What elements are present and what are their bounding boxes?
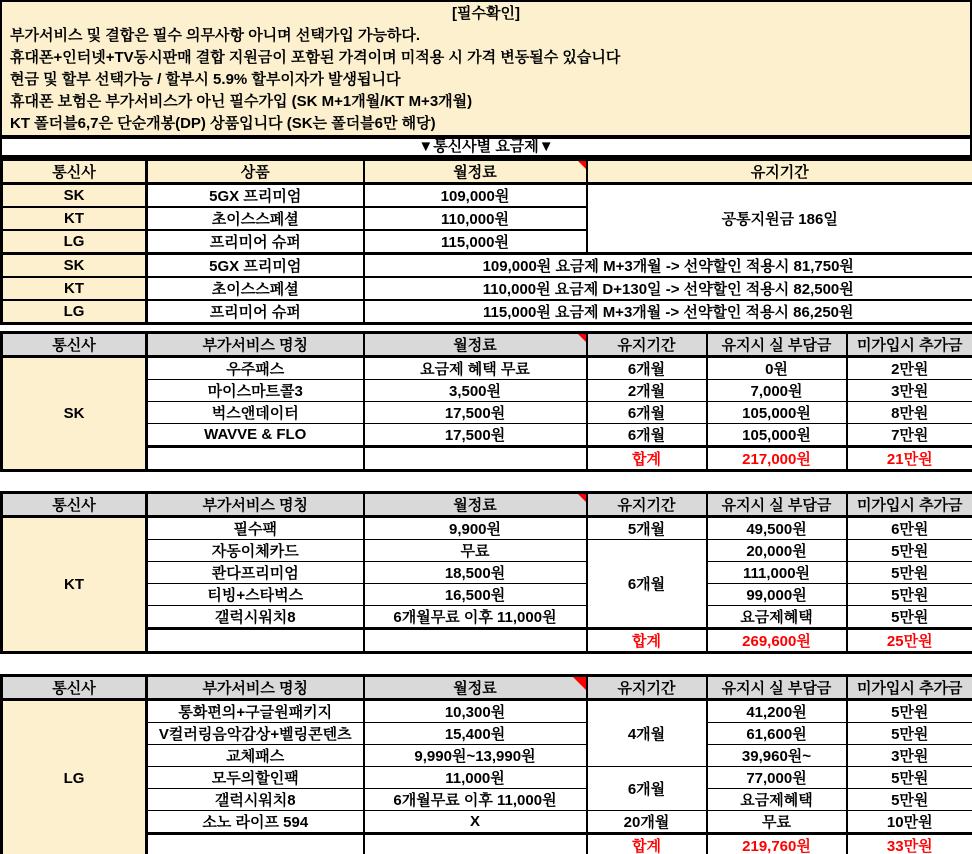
carrier-cell: LG <box>2 300 147 324</box>
header-product: 상품 <box>147 160 364 184</box>
fee-cell: 115,000원 <box>364 230 587 254</box>
extra-cell: 5만원 <box>847 606 972 629</box>
table-row <box>2 300 972 324</box>
carrier-cell: KT <box>2 277 147 300</box>
addon-name-cell: 마이스마트콜3 <box>147 380 364 402</box>
burden-cell: 41,200원 <box>707 700 847 723</box>
fee-cell: 15,400원 <box>364 723 587 745</box>
header-addon-name: 부가서비스 명칭 <box>147 333 364 357</box>
carrier-cell: LG <box>2 700 147 854</box>
fee-cell: 17,500원 <box>364 424 587 447</box>
header-fee-label: 월정료 <box>453 497 497 514</box>
header-carrier: 통신사 <box>2 493 147 517</box>
header-fee <box>364 333 587 357</box>
fee-cell: 18,500원 <box>364 562 587 584</box>
addon-name-cell: 갤럭시워치8 <box>147 789 364 811</box>
header-extra: 미가입시 추가금 <box>847 333 972 357</box>
burden-cell: 105,000원 <box>707 402 847 424</box>
header-period: 유지기간 <box>587 160 972 184</box>
addon-name-cell: 우주패스 <box>147 357 364 380</box>
header-row <box>2 493 972 517</box>
burden-cell: 7,000원 <box>707 380 847 402</box>
header-fee-label: 월정료 <box>453 337 497 354</box>
product-cell: 프리미어 슈퍼 <box>147 300 364 324</box>
carrier-cell: SK <box>2 184 147 208</box>
table-row <box>2 402 972 424</box>
carrier-cell: SK <box>2 254 147 278</box>
total-row <box>2 447 972 471</box>
fee-cell: 11,000원 <box>364 767 587 789</box>
extra-cell: 5만원 <box>847 562 972 584</box>
fee-cell: X <box>364 811 587 834</box>
total-extra-cell: 21만원 <box>847 447 972 471</box>
product-cell: 초이스스페셜 <box>147 277 364 300</box>
notice-line: 부가서비스 및 결합은 필수 의무사항 아니며 선택가입 가능하다. <box>10 27 421 44</box>
burden-cell: 무료 <box>707 811 847 834</box>
table-row <box>2 184 972 208</box>
header-addon-name: 부가서비스 명칭 <box>147 493 364 517</box>
table-row <box>2 517 972 540</box>
table-row <box>2 745 972 767</box>
addon-name-cell: 티빙+스타벅스 <box>147 584 364 606</box>
total-extra-cell: 33만원 <box>847 834 972 854</box>
period-cell: 6개월 <box>587 357 707 380</box>
sk-addons-table <box>0 331 972 472</box>
burden-cell: 61,600원 <box>707 723 847 745</box>
addon-name-cell: 통화편의+구글원패키지 <box>147 700 364 723</box>
table-row <box>2 380 972 402</box>
header-carrier: 통신사 <box>2 676 147 700</box>
header-fee <box>364 676 587 700</box>
table-row <box>2 767 972 789</box>
extra-cell: 3만원 <box>847 745 972 767</box>
comment-marker-icon <box>578 161 586 169</box>
fee-cell: 3,500원 <box>364 380 587 402</box>
burden-cell: 111,000원 <box>707 562 847 584</box>
header-fee-label: 월정료 <box>453 680 497 697</box>
period-cell: 4개월 <box>587 700 707 767</box>
table-row <box>2 700 972 723</box>
header-addon-name: 부가서비스 명칭 <box>147 676 364 700</box>
addon-name-cell: 소노 라이프 594 <box>147 811 364 834</box>
burden-cell: 39,960원~ <box>707 745 847 767</box>
fee-cell: 109,000원 <box>364 184 587 208</box>
addon-name-cell: 갤럭시워치8 <box>147 606 364 629</box>
extra-cell: 3만원 <box>847 380 972 402</box>
product-cell: 5GX 프리미엄 <box>147 254 364 278</box>
header-burden: 유지시 실 부담금 <box>707 493 847 517</box>
kt-addons-table <box>0 491 972 654</box>
extra-cell: 5만원 <box>847 723 972 745</box>
fee-cell: 9,900원 <box>364 517 587 540</box>
burden-cell: 105,000원 <box>707 424 847 447</box>
table-row <box>2 277 972 300</box>
fee-cell: 110,000원 <box>364 207 587 230</box>
total-row <box>2 834 972 854</box>
lg-addons-table <box>0 674 972 854</box>
period-cell: 6개월 <box>587 540 707 629</box>
plans-table <box>0 158 972 325</box>
empty-cell <box>147 834 364 854</box>
fee-cell: 9,990원~13,990원 <box>364 745 587 767</box>
header-carrier: 통신사 <box>2 160 147 184</box>
header-fee <box>364 160 587 184</box>
addon-name-cell: 자동이체카드 <box>147 540 364 562</box>
header-extra: 미가입시 추가금 <box>847 676 972 700</box>
header-period: 유지기간 <box>587 676 707 700</box>
period-cell: 5개월 <box>587 517 707 540</box>
table-row <box>2 254 972 278</box>
product-cell: 프리미어 슈퍼 <box>147 230 364 254</box>
extra-cell: 7만원 <box>847 424 972 447</box>
empty-cell <box>364 629 587 653</box>
notice-line: KT 폴더블6,7은 단순개봉(DP) 상품입니다 (SK는 폴더블6만 해당) <box>10 115 436 132</box>
header-row <box>2 333 972 357</box>
header-fee-label: 월정료 <box>453 164 497 181</box>
period-cell: 6개월 <box>587 767 707 811</box>
header-carrier: 통신사 <box>2 333 147 357</box>
notice-line: 휴대폰 보험은 부가서비스가 아닌 필수가입 (SK M+1개월/KT M+3개월) <box>10 93 473 110</box>
product-cell: 5GX 프리미엄 <box>147 184 364 208</box>
burden-cell: 20,000원 <box>707 540 847 562</box>
fee-cell: 6개월무료 이후 11,000원 <box>364 789 587 811</box>
table-row <box>2 562 972 584</box>
header-fee <box>364 493 587 517</box>
table-row <box>2 789 972 811</box>
addon-name-cell: WAVVE & FLO <box>147 424 364 447</box>
addon-name-cell: 벅스앤데이터 <box>147 402 364 424</box>
total-burden-cell: 269,600원 <box>707 629 847 653</box>
addon-name-cell: 콴다프리미엄 <box>147 562 364 584</box>
header-burden: 유지시 실 부담금 <box>707 333 847 357</box>
period-cell: 20개월 <box>587 811 707 834</box>
header-burden: 유지시 실 부담금 <box>707 676 847 700</box>
table-row <box>2 540 972 562</box>
total-extra-cell: 25만원 <box>847 629 972 653</box>
burden-cell: 0원 <box>707 357 847 380</box>
header-extra: 미가입시 추가금 <box>847 493 972 517</box>
extra-cell: 6만원 <box>847 517 972 540</box>
notice-line: 현금 및 할부 선택가능 / 할부시 5.9% 할부이자가 발생됩니다 <box>10 71 401 88</box>
total-burden-cell: 217,000원 <box>707 447 847 471</box>
total-burden-cell: 219,760원 <box>707 834 847 854</box>
addon-name-cell: 모두의할인팩 <box>147 767 364 789</box>
extra-cell: 8만원 <box>847 402 972 424</box>
table-row <box>2 424 972 447</box>
header-row <box>2 676 972 700</box>
discount-detail-cell: 109,000원 요금제 M+3개월 -> 선약할인 적용시 81,750원 <box>364 254 972 278</box>
table-row <box>2 357 972 380</box>
burden-cell: 99,000원 <box>707 584 847 606</box>
product-cell: 초이스스페셜 <box>147 207 364 230</box>
header-row <box>2 160 972 184</box>
fee-cell: 17,500원 <box>364 402 587 424</box>
notice-line: 휴대폰+인터넷+TV동시판매 결합 지원금이 포함된 가격이며 미적용 시 가격 변동될수 있습니다 <box>10 49 621 66</box>
header-period: 유지기간 <box>587 333 707 357</box>
comment-marker-icon <box>578 334 586 342</box>
comment-marker-icon <box>573 677 586 690</box>
total-label-cell: 합계 <box>587 834 707 854</box>
carrier-cell: SK <box>2 357 147 471</box>
fee-cell: 16,500원 <box>364 584 587 606</box>
discount-detail-cell: 115,000원 요금제 M+3개월 -> 선약할인 적용시 86,250원 <box>364 300 972 324</box>
fee-cell: 6개월무료 이후 11,000원 <box>364 606 587 629</box>
extra-cell: 5만원 <box>847 540 972 562</box>
discount-detail-cell: 110,000원 요금제 D+130일 -> 선약할인 적용시 82,500원 <box>364 277 972 300</box>
total-label-cell: 합계 <box>587 629 707 653</box>
section-title: ▼통신사별 요금제▼ <box>0 137 972 158</box>
addon-name-cell: 필수팩 <box>147 517 364 540</box>
table-row <box>2 584 972 606</box>
table-row <box>2 723 972 745</box>
empty-cell <box>147 447 364 471</box>
total-row <box>2 629 972 653</box>
carrier-cell: KT <box>2 207 147 230</box>
table-row <box>2 606 972 629</box>
addon-name-cell: 교체패스 <box>147 745 364 767</box>
fee-cell: 요금제 혜택 무료 <box>364 357 587 380</box>
comment-marker-icon <box>578 494 586 502</box>
notice-box <box>0 0 972 137</box>
addon-name-cell: V컬러링음악감상+벨링콘텐츠 <box>147 723 364 745</box>
extra-cell: 5만원 <box>847 700 972 723</box>
empty-cell <box>147 629 364 653</box>
extra-cell: 5만원 <box>847 584 972 606</box>
period-cell: 6개월 <box>587 402 707 424</box>
burden-cell: 49,500원 <box>707 517 847 540</box>
burden-cell: 요금제혜택 <box>707 789 847 811</box>
extra-cell: 5만원 <box>847 767 972 789</box>
empty-cell <box>364 447 587 471</box>
support-note-cell: 공통지원금 186일 <box>587 184 972 254</box>
total-label-cell: 합계 <box>587 447 707 471</box>
table-row <box>2 811 972 834</box>
extra-cell: 5만원 <box>847 789 972 811</box>
period-cell: 2개월 <box>587 380 707 402</box>
fee-cell: 무료 <box>364 540 587 562</box>
period-cell: 6개월 <box>587 424 707 447</box>
notice-title: [필수확인] <box>452 5 520 22</box>
burden-cell: 77,000원 <box>707 767 847 789</box>
extra-cell: 10만원 <box>847 811 972 834</box>
burden-cell: 요금제혜택 <box>707 606 847 629</box>
extra-cell: 2만원 <box>847 357 972 380</box>
carrier-cell: LG <box>2 230 147 254</box>
carrier-cell: KT <box>2 517 147 653</box>
header-period: 유지기간 <box>587 493 707 517</box>
fee-cell: 10,300원 <box>364 700 587 723</box>
empty-cell <box>364 834 587 854</box>
